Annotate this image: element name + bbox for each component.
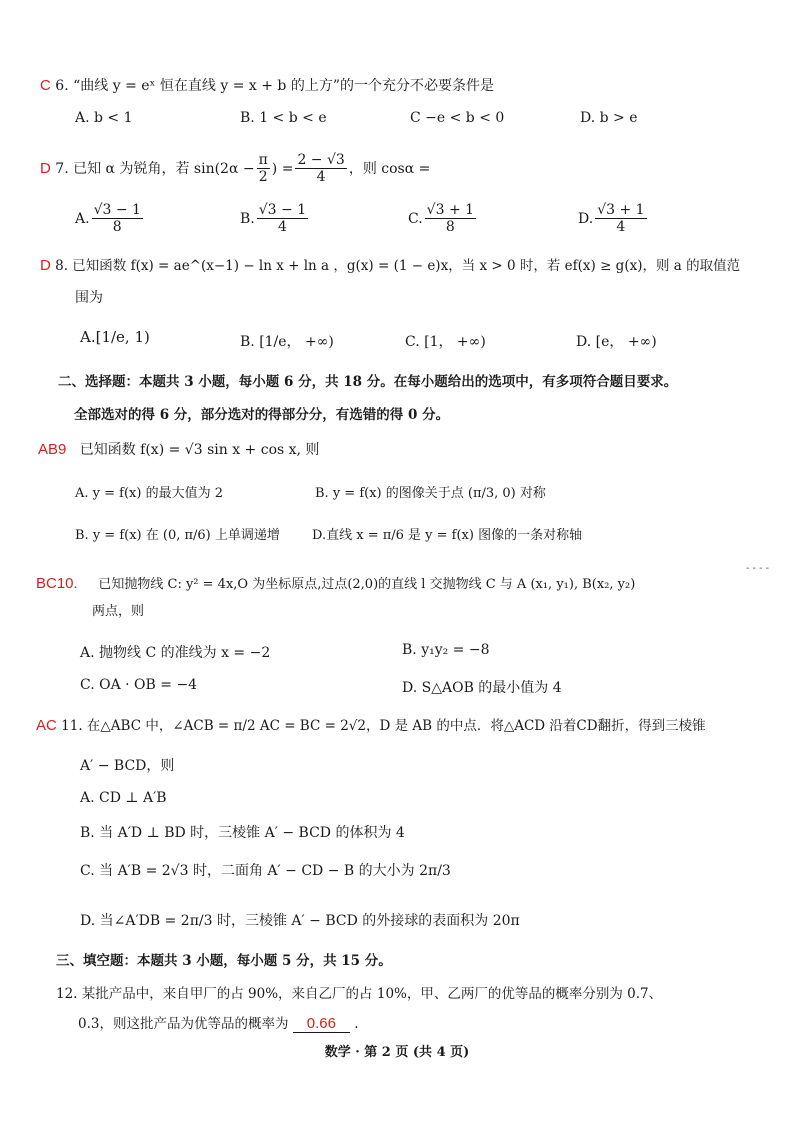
q9-stem: 已知函数 f(x) = √3 sin x + cos x, 则 bbox=[79, 442, 320, 458]
q7-stem-b: ) = bbox=[271, 160, 294, 177]
q10-option-d: D. S△AOB 的最小值为 4 bbox=[402, 680, 562, 696]
q11-option-c: C. 当 A′B = 2√3 时，二面角 A′ − CD − B 的大小为 2π/3 bbox=[80, 863, 451, 879]
q8-option-b: B. [1/e， +∞) bbox=[240, 334, 334, 350]
q7-option-d: D. $\frac{√3 + 1}{4}$ bbox=[578, 202, 645, 235]
q8-stem: 8. 已知函数 f(x) = ae^(x−1) − ln x + ln a ，g(x) = (1 − e)x，当 x > 0 时，若 ef(x) ≥ g(x)，则 a 的取值范 bbox=[55, 258, 741, 274]
section2-instructions: 全部选对的得 6 分，部分选对的得部分分，有选错的得 0 分。 bbox=[74, 407, 450, 423]
q7-stem-a: 7. 已知 α 为锐角，若 sin(2α − bbox=[55, 160, 255, 177]
q8-stem-cont: 围为 bbox=[75, 290, 103, 306]
q6-option-c: C −e < b < 0 bbox=[410, 110, 505, 126]
q11-answer: AC bbox=[36, 717, 57, 734]
q7-option-b: B. $\frac{√3 - 1}{4}$ bbox=[240, 202, 307, 235]
q10-option-b: B. y₁y₂ = −8 bbox=[402, 642, 490, 658]
section3-heading: 三、填空题：本题共 3 小题，每小题 5 分，共 15 分。 bbox=[56, 953, 392, 969]
q6-option-a: A. b < 1 bbox=[75, 110, 133, 126]
q8-answer: D bbox=[40, 257, 51, 274]
q6-stem: 6. “曲线 y = eˣ 恒在直线 y = x + b 的上方”的一个充分不必要条件是 bbox=[55, 78, 495, 94]
q10-stem: 已知抛物线 C: y² = 4x,O 为坐标原点,过点(2,0)的直线 l 交抛物线 C 与 A (x₁, y₁), B(x₂, y₂) bbox=[98, 577, 636, 592]
corner-mark: - - - - bbox=[746, 563, 770, 574]
q9-line bbox=[38, 440, 319, 460]
q10-option-c: C. OA · OB = −4 bbox=[80, 677, 198, 693]
q7-pi-over-2: $\frac{\pi}{2}$ bbox=[258, 152, 268, 185]
q12-stem: 0.3，则这批产品为优等品的概率为 bbox=[78, 1016, 289, 1032]
q9-option-a: A. y = f(x) 的最大值为 2 bbox=[75, 486, 223, 501]
q11-option-d: D. 当∠A′DB = 2π/3 时，三棱锥 A′ − BCD 的外接球的表面积为 20π bbox=[80, 913, 520, 929]
q10-answer: BC10. bbox=[36, 575, 78, 592]
q11-stem: 11. 在△ABC 中，∠ACB = π/2 AC = BC = 2√2，D 是 AB 的中点．将△ACD 沿着CD翻折，得到三棱锥 bbox=[61, 718, 706, 734]
q10-stem-cont: 两点，则 bbox=[92, 604, 145, 619]
q6-answer: C bbox=[40, 77, 51, 94]
q6-option-b: B. 1 < b < e bbox=[240, 110, 327, 126]
q7-option-c: C. $\frac{√3 + 1}{8}$ bbox=[408, 202, 475, 235]
q7-stem-c: ，则 cosα = bbox=[348, 160, 431, 177]
q8-line bbox=[40, 256, 740, 276]
q7-option-a: A. $\frac{√3 - 1}{8}$ bbox=[75, 202, 141, 235]
q10-line bbox=[36, 574, 635, 595]
q9-option-b: B. y = f(x) 的图像关于点 (π/3, 0) 对称 bbox=[315, 486, 546, 501]
q9-option-c: B. y = f(x) 在 (0, π/6) 上单调递增 bbox=[75, 528, 280, 543]
q12-line1: 12. 某批产品中，来自甲厂的占 90%，来自乙厂的占 10%，甲、乙两厂的优等品的概率分别为 0.7、 bbox=[56, 986, 663, 1002]
page-footer: 数学 · 第 2 页 (共 4 页) bbox=[324, 1045, 470, 1060]
q6-line bbox=[40, 76, 494, 96]
q12-end: . bbox=[354, 1016, 359, 1032]
q8-option-c: C. [1， +∞) bbox=[405, 334, 486, 350]
q10-option-a: A. 抛物线 C 的准线为 x = −2 bbox=[80, 645, 271, 661]
q7-rhs-fraction: $\frac{2 - √3}{4}$ bbox=[297, 152, 345, 185]
q9-answer: AB9 bbox=[38, 441, 67, 458]
q12-line2 bbox=[78, 1014, 359, 1034]
q11-line bbox=[36, 716, 706, 736]
q8-option-a: A.[1/e, 1) bbox=[80, 328, 150, 346]
section2-heading: 二、选择题：本题共 3 小题，每小题 6 分，共 18 分。在每小题给出的选项中，有多项符合题目要求。 bbox=[58, 374, 678, 390]
q9-option-d: D.直线 x = π/6 是 y = f(x) 图像的一条对称轴 bbox=[312, 528, 583, 543]
q7-answer: D bbox=[40, 159, 51, 177]
q12-answer-fill: 0.66 bbox=[293, 1015, 350, 1033]
q11-option-a: A. CD ⊥ A′B bbox=[80, 790, 167, 806]
q11-stem-cont: A′ − BCD，则 bbox=[80, 758, 175, 774]
q6-option-d: D. b > e bbox=[580, 110, 638, 126]
q7-line bbox=[40, 152, 430, 185]
q8-option-d: D. [e， +∞) bbox=[576, 334, 657, 350]
q11-option-b: B. 当 A′D ⊥ BD 时，三棱锥 A′ − BCD 的体积为 4 bbox=[80, 825, 405, 841]
